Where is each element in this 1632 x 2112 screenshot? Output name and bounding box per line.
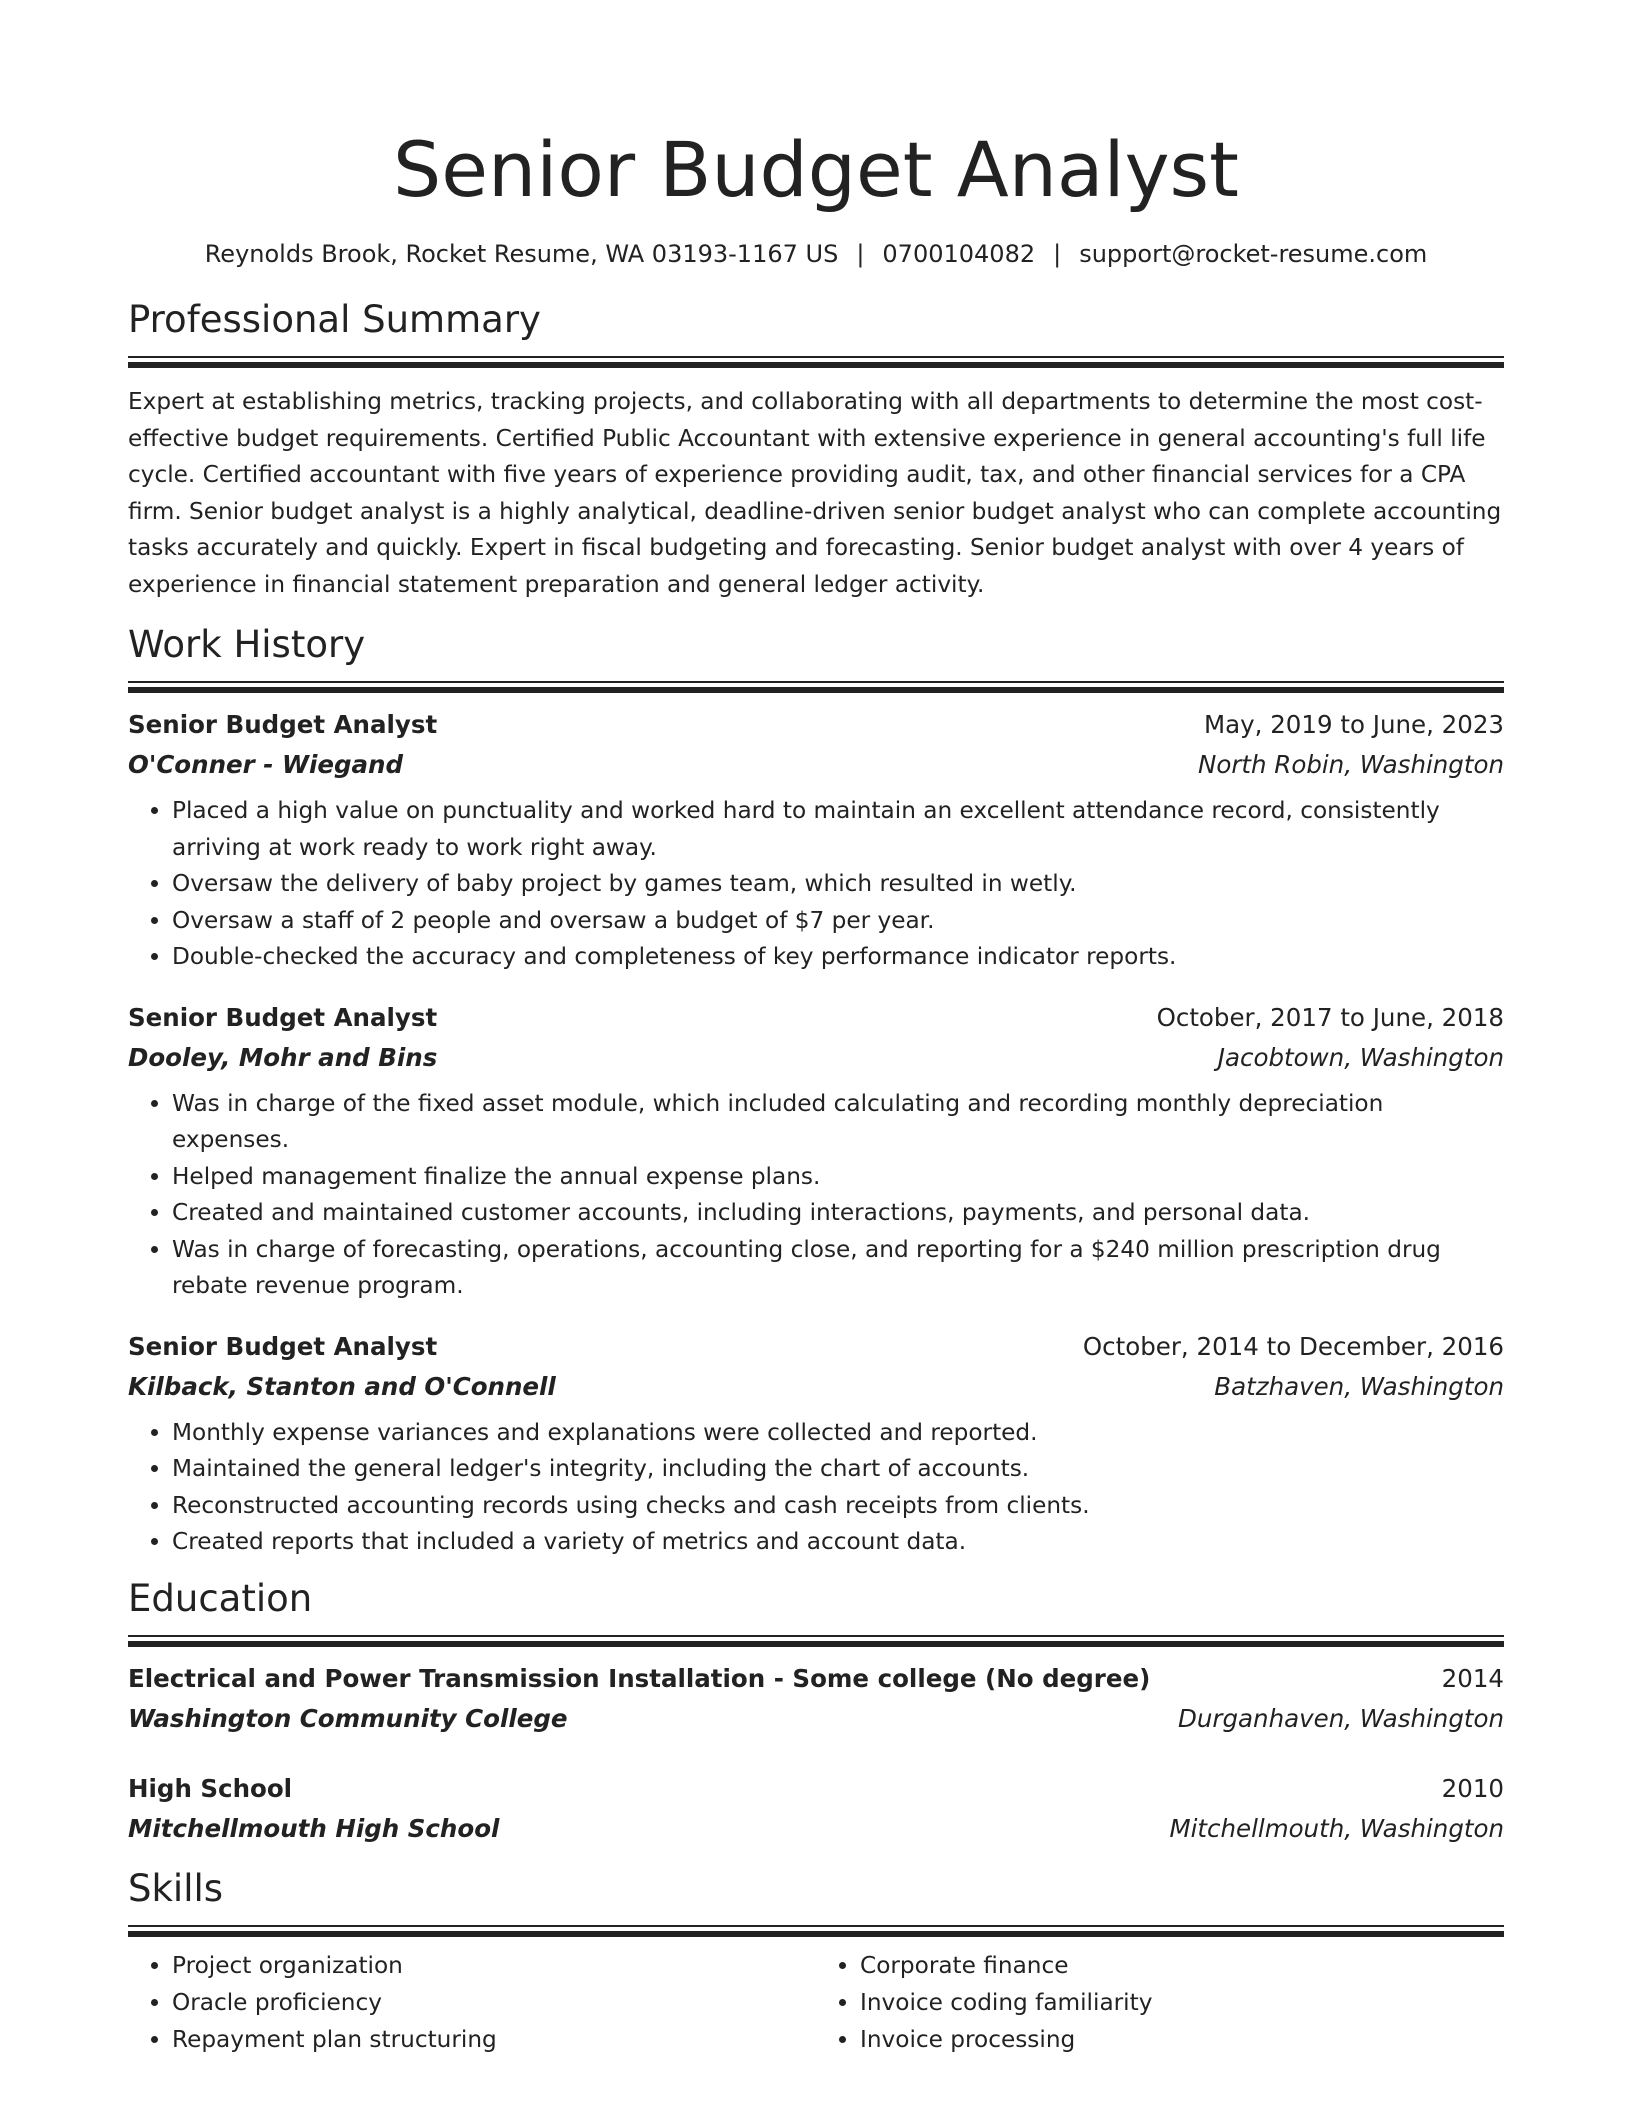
job-bullets [128,1415,1504,1561]
contact-line [128,238,1504,270]
job-location: Batzhaven, Washington [1214,1371,1504,1401]
education-degree: High School [128,1773,293,1803]
job-company: Kilback, Stanton and O'Connell [128,1371,556,1401]
job-dates: May, 2019 to June, 2023 [1203,710,1504,739]
job-bullet: • Maintained the general ledger's integrity, including the chart of accounts. [172,1451,1504,1488]
work-history-section [128,621,1504,1561]
education-section [128,1575,1504,1849]
job-company-row [128,1038,1504,1078]
job-bullet: • Oversaw the delivery of baby project by games team, which resulted in wetly. [172,866,1504,903]
job-bullet: • Reconstructed accounting records using checks and cash receipts from clients. [172,1488,1504,1525]
contact-separator: | [856,240,865,268]
education-school: Washington Community College [128,1703,568,1733]
job-position: Senior Budget Analyst [128,710,438,739]
job-position: Senior Budget Analyst [128,1002,438,1032]
job-location: Jacobtown, Washington [1217,1042,1504,1072]
job-header-row [128,1327,1504,1367]
job-position: Senior Budget Analyst [128,1331,438,1361]
job-dates: October, 2017 to June, 2018 [1156,1002,1504,1032]
job-bullet: • Was in charge of forecasting, operations, accounting close, and reporting for a $240 million prescription drug rebate revenue program. [172,1232,1504,1305]
education-entry [128,1769,1504,1849]
education-year: 2014 [1441,1663,1504,1693]
summary-text: Expert at establishing metrics, tracking projects, and collaborating with all departments to determine the most cost-effective budget requirements. Certified Public Accountant with extensive experience in general accounting's full life cycle. Certified accountant with five years of experience providing audit, tax, and other financial services for a CPA firm. Senior budget analyst is a highly analytical, deadline-driven senior budget analyst who can complete accounting tasks accurately and quickly. Expert in fiscal budgeting and forecasting. Senior budget analyst with over 4 years of experience in financial statement preparation and general ledger activity. [128,388,1502,598]
skills-column-right [816,1947,1504,2058]
job-bullet: • Placed a high value on punctuality and worked hard to maintain an excellent attendance record, consistently arriving at work ready to work right away. [172,793,1504,866]
contact-separator: | [1053,240,1062,268]
education-entry [128,1659,1504,1739]
skill-item: • Invoice processing [860,2021,1504,2058]
job-bullet: • Helped management finalize the annual expense plans. [172,1159,1504,1196]
skill-item: • Repayment plan structuring [172,2021,816,2058]
education-degree: Electrical and Power Transmission Installation - Some college (No degree) [128,1663,1151,1693]
education-year: 2010 [1441,1773,1504,1803]
skills-grid [128,1947,1504,2058]
education-school-row [128,1699,1504,1739]
section-divider [128,1635,1504,1647]
contact-email[interactable]: support@rocket-resume.com [1079,240,1428,268]
job-location: North Robin, Washington [1198,750,1504,779]
job-bullet: • Created and maintained customer accounts, including interactions, payments, and personal data. [172,1195,1504,1232]
job-entry [128,1327,1504,1561]
job-bullet: • Monthly expense variances and explanations were collected and reported. [172,1415,1504,1452]
skill-item: • Invoice coding familiarity [860,1984,1504,2021]
job-company: O'Conner - Wiegand [128,750,404,779]
section-title-skills: Skills [128,1866,224,1910]
job-bullet: • Created reports that included a variety of metrics and account data. [172,1524,1504,1561]
education-school: Mitchellmouth High School [128,1813,500,1843]
job-entry [128,998,1504,1305]
education-location: Durganhaven, Washington [1178,1703,1504,1733]
section-title-summary: Professional Summary [128,298,541,341]
skill-item: • Project organization [172,1947,816,1984]
skills-section [128,1865,1504,2058]
job-bullet: • Double-checked the accuracy and completeness of key performance indicator reports. [172,939,1504,976]
job-bullet: • Was in charge of the fixed asset module, which included calculating and recording monthly depreciation expenses. [172,1086,1504,1159]
contact-address: Reynolds Brook, Rocket Resume, WA 03193-1167 US [204,240,839,268]
skills-column-left [128,1947,816,2058]
job-bullet: • Oversaw a staff of 2 people and oversaw a budget of $7 per year. [172,903,1504,940]
skill-item: • Corporate finance [860,1947,1504,1984]
job-bullets [128,793,1504,976]
job-company-row [128,1367,1504,1407]
section-divider [128,1925,1504,1937]
section-divider [128,681,1504,693]
section-title-education: Education [128,1576,313,1620]
resume-name: Senior Budget Analyst [393,125,1239,214]
job-header-row [128,998,1504,1038]
education-location: Mitchellmouth, Washington [1169,1813,1504,1843]
education-school-row [128,1809,1504,1849]
education-header-row [128,1769,1504,1809]
job-bullets [128,1086,1504,1305]
section-divider [128,356,1504,368]
summary-section [128,296,1504,603]
job-header-row [128,705,1504,745]
job-company: Dooley, Mohr and Bins [128,1042,438,1072]
job-company-row [128,745,1504,785]
skill-item: • Oracle proficiency [172,1984,816,2021]
contact-phone: 0700104082 [882,240,1036,268]
job-entry [128,705,1504,976]
education-header-row [128,1659,1504,1699]
section-title-work: Work History [128,623,366,666]
job-dates: October, 2014 to December, 2016 [1082,1331,1504,1361]
